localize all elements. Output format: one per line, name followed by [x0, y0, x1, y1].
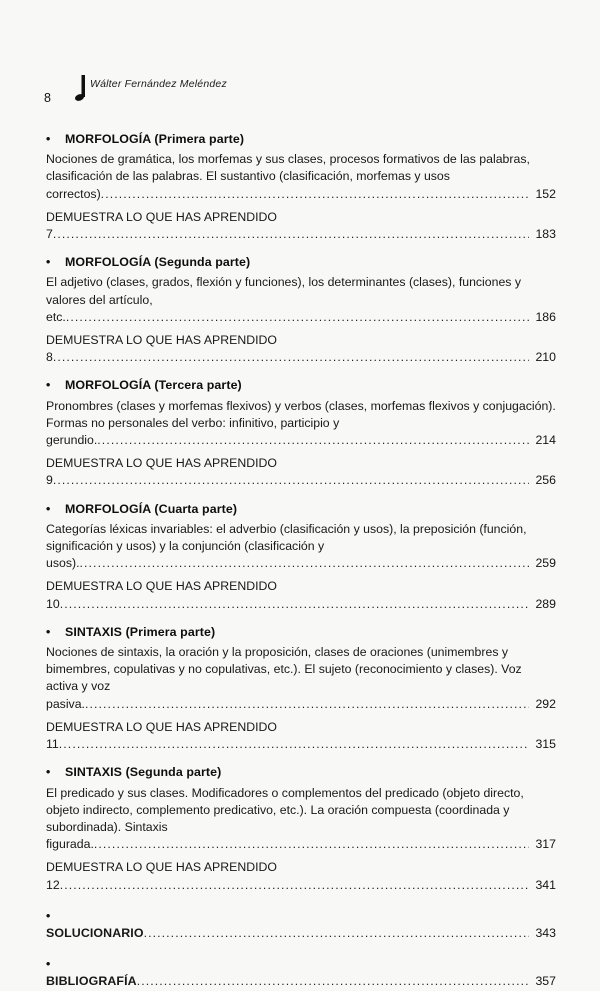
page-number: 8 — [44, 91, 51, 105]
entry-page-number: 292 — [529, 696, 556, 713]
dot-leader — [53, 350, 556, 364]
entry-page-number: 317 — [529, 836, 556, 853]
entry-description: Nociones de gramática, los morfemas y sus clases, procesos formativos de las palabras, clasificación de las palabras. El sustantivo (clasificación, morfemas y usos correctos) — [46, 152, 530, 201]
entry-heading — [46, 377, 556, 394]
exercise-page-number: 289 — [529, 596, 556, 613]
dot-leader — [60, 597, 556, 611]
toc-simple-entry — [46, 908, 556, 942]
bullet-icon: • — [46, 378, 51, 393]
exercise-line — [46, 332, 556, 366]
bullet-icon: • — [46, 908, 51, 923]
toc-entry — [46, 131, 556, 243]
dot-leader — [137, 974, 556, 988]
dot-leader — [97, 433, 556, 447]
exercise-page-number: 256 — [529, 472, 556, 489]
entry-title: MORFOLOGÍA (Segunda parte) — [65, 255, 251, 270]
entry-page-number: 343 — [529, 925, 556, 942]
exercise-label: DEMUESTRA LO QUE HAS APRENDIDO 8 — [46, 333, 277, 365]
dot-leader — [80, 556, 557, 570]
entry-page-number: 357 — [529, 973, 556, 990]
toc-entry — [46, 501, 556, 613]
dot-leader — [53, 473, 556, 487]
toc-entry — [46, 764, 556, 893]
exercise-page-number: 183 — [529, 226, 556, 243]
bullet-icon: • — [46, 255, 51, 270]
toc-entry — [46, 254, 556, 366]
bullet-icon: • — [46, 132, 51, 146]
entry-page-number: 259 — [529, 555, 556, 572]
entry-description: El adjetivo (clases, grados, flexión y funciones), los determinantes (clases), funciones y valores del artículo, etc. — [46, 275, 522, 324]
entry-heading — [46, 131, 556, 148]
running-head-author: Wálter Fernández Meléndez — [90, 78, 227, 90]
dot-leader — [85, 697, 556, 711]
bullet-icon: • — [46, 624, 51, 639]
dot-leader — [59, 737, 556, 751]
entry-description: Nociones de sintaxis, la oración y la proposición, clases de oraciones (unimembres y bimembres, copulativas y no copulativas, etc.). El sujeto (reconocimiento y clases). Voz activa y voz pasiva. — [46, 645, 522, 711]
entry-title: SINTAXIS (Primera parte) — [65, 624, 216, 639]
entry-title: SINTAXIS (Segunda parte) — [65, 765, 222, 780]
exercise-line — [46, 719, 556, 753]
bullet-icon: • — [46, 765, 51, 780]
exercise-label: DEMUESTRA LO QUE HAS APRENDIDO 9 — [46, 456, 277, 488]
exercise-label: DEMUESTRA LO QUE HAS APRENDIDO 10 — [46, 579, 277, 611]
entry-description-line — [46, 398, 556, 450]
dot-leader — [53, 227, 556, 241]
exercise-line — [46, 455, 556, 489]
dot-leader — [101, 187, 556, 201]
entry-heading — [46, 764, 556, 781]
entry-heading — [46, 254, 556, 271]
entry-description-line — [46, 785, 556, 854]
entry-title: MORFOLOGÍA (Primera parte) — [65, 132, 245, 146]
exercise-label: DEMUESTRA LO QUE HAS APRENDIDO 12 — [46, 860, 277, 892]
dot-leader — [66, 310, 556, 324]
entry-title: MORFOLOGÍA (Tercera parte) — [65, 378, 242, 393]
note-mark-icon — [75, 75, 86, 102]
entry-description-line — [46, 644, 556, 713]
entry-description-line — [46, 521, 556, 573]
entry-title: MORFOLOGÍA (Cuarta parte) — [65, 501, 238, 516]
dot-leader — [144, 926, 556, 940]
bullet-icon: • — [46, 957, 51, 972]
bullet-icon: • — [46, 501, 51, 516]
entry-heading — [46, 501, 556, 518]
toc-entry — [46, 624, 556, 753]
entry-title: BIBLIOGRAFÍA — [46, 974, 137, 989]
dot-leader — [94, 837, 556, 851]
table-of-contents — [46, 131, 556, 991]
exercise-page-number: 210 — [529, 349, 556, 366]
exercise-line — [46, 209, 556, 243]
entry-page-number: 152 — [529, 186, 556, 203]
entry-title: SOLUCIONARIO — [46, 925, 144, 940]
entry-description: Categorías léxicas invariables: el adverbio (clasificación y usos), la preposición (función, significación y usos) y la conjunción (clasificación y usos). — [46, 521, 527, 571]
entry-page-number: 214 — [529, 432, 556, 449]
entry-description-line — [46, 151, 556, 203]
exercise-page-number: 315 — [529, 736, 556, 753]
toc-entry — [46, 377, 556, 489]
entry-page-number: 186 — [529, 309, 556, 326]
exercise-line — [46, 578, 556, 612]
entry-description: El predicado y sus clases. Modificadores o complementos del predicado (objeto directo, objeto indirecto, complemento predicativo, etc.). La oración compuesta (coordinada y subordinada). Sintaxis figurada. — [46, 785, 524, 852]
entry-description: Pronombres (clases y morfemas flexivos) y verbos (clases, morfemas flexivos y conjugación). Formas no personales del verbo: infinitivo, participio y gerundio. — [46, 398, 556, 448]
toc-simple-entry — [46, 956, 556, 990]
dot-leader — [60, 878, 556, 892]
exercise-page-number: 341 — [529, 877, 556, 894]
exercise-label: DEMUESTRA LO QUE HAS APRENDIDO 7 — [46, 209, 277, 242]
entry-heading — [46, 624, 556, 641]
exercise-line — [46, 859, 556, 893]
entry-description-line — [46, 274, 556, 326]
exercise-label: DEMUESTRA LO QUE HAS APRENDIDO 11 — [46, 719, 277, 752]
